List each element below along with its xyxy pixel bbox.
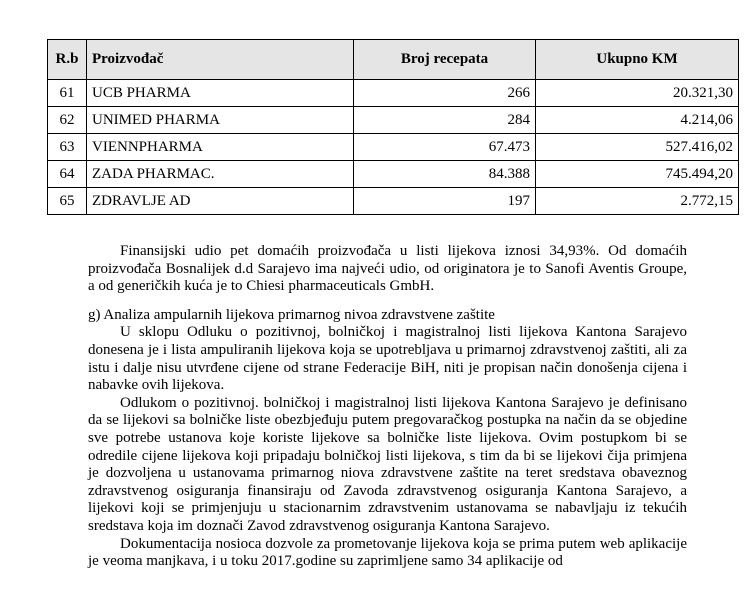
section-heading-ampoule-analysis: g) Analiza ampularnih lijekova primarnog nivoa zdravstvene zaštite	[88, 306, 495, 323]
table-header-row	[48, 40, 739, 80]
cell-manufacturer: UNIMED PHARMA	[87, 107, 354, 134]
header-total-km: Ukupno KM	[536, 40, 739, 80]
cell-manufacturer: ZDRAVLJE AD	[87, 188, 354, 215]
cell-total-km: 4.214,06	[536, 107, 739, 134]
cell-prescriptions: 266	[354, 80, 536, 107]
cell-total-km: 527.416,02	[536, 134, 739, 161]
cell-manufacturer: ZADA PHARMAC.	[87, 161, 354, 188]
manufacturers-table	[47, 39, 739, 215]
paragraph-decision: Odlukom o pozitivnoj. bolničkoj i magistralnoj listi lijekova Kantona Sarajevo je definisano da se lijekovi sa bolničke liste obezbjeđuju putem pregovaračkog postupka na način da se objedine sve potrebe ustanova koje koriste lijekove sa bolničke liste lijekova. Ovim postupkom bi se odredile cijene lijekova koji pripadaju bolničkoj listi lijekova, s tim da bi se lijekovi čija primjena je dozvoljena u ustanovama primarnog niova zdravstvene zaštite na teret sredstava obaveznog zdravstvenog osiguranja finansiraju od Zavoda zdravstvenog osiguranja Kantona Sarajevo, a lijekovi koji se primjenjuju u stacionarnim zdravstvenim ustanovama se nabavljaju iz tekućih sredstava koja im doznači Zavod zdravstvenog osiguranja Kantona Sarajevo.	[88, 394, 687, 534]
paragraph-ampoule-list: U sklopu Odluku o pozitivnoj, bolničkoj i magistralnoj listi lijekova Kantona Sarajevo donesena je i lista ampuliranih lijekova koja se upotrebljava u primarnoj zdravstvenoj zaštiti, ali za istu i dalje nisu utvrđene cijene od strane Federacije BiH, niti je propisan način donošenja cijena i nabavke ovih lijekova.	[88, 324, 687, 394]
table-row	[48, 107, 739, 134]
cell-rb: 64	[48, 161, 87, 188]
cell-rb: 62	[48, 107, 87, 134]
cell-rb: 61	[48, 80, 87, 107]
cell-rb: 63	[48, 134, 87, 161]
table-row	[48, 188, 739, 215]
header-rb: R.b	[48, 40, 87, 80]
cell-prescriptions: 84.388	[354, 161, 536, 188]
cell-prescriptions: 197	[354, 188, 536, 215]
table-row	[48, 80, 739, 107]
paragraph-documentation: Dokumentacija nosioca dozvole za prometovanje lijekova koja se prima putem web aplikacije je veoma manjkava, i u toku 2017.godine su zaprimljene samo 34 aplikacije od	[88, 535, 687, 570]
header-manufacturer: Proizvođač	[87, 40, 354, 80]
cell-total-km: 745.494,20	[536, 161, 739, 188]
cell-manufacturer: UCB PHARMA	[87, 80, 354, 107]
cell-manufacturer: VIENNPHARMA	[87, 134, 354, 161]
cell-prescriptions: 67.473	[354, 134, 536, 161]
paragraph-financial-share: Finansijski udio pet domaćih proizvođača u listi lijekova iznosi 34,93%. Od domaćih proizvođača Bosnalijek d.d Sarajevo ima najveći udio, od originatora je to Sanofi Aventis Groupe, a od generičkih kuća je to Chiesi pharmaceuticals GmbH.	[88, 243, 687, 295]
body-text	[88, 243, 687, 571]
cell-prescriptions: 284	[354, 107, 536, 134]
table-row	[48, 134, 739, 161]
cell-total-km: 2.772,15	[536, 188, 739, 215]
cell-rb: 65	[48, 188, 87, 215]
table-row	[48, 161, 739, 188]
header-prescriptions: Broj recepata	[354, 40, 536, 80]
cell-total-km: 20.321,30	[536, 80, 739, 107]
